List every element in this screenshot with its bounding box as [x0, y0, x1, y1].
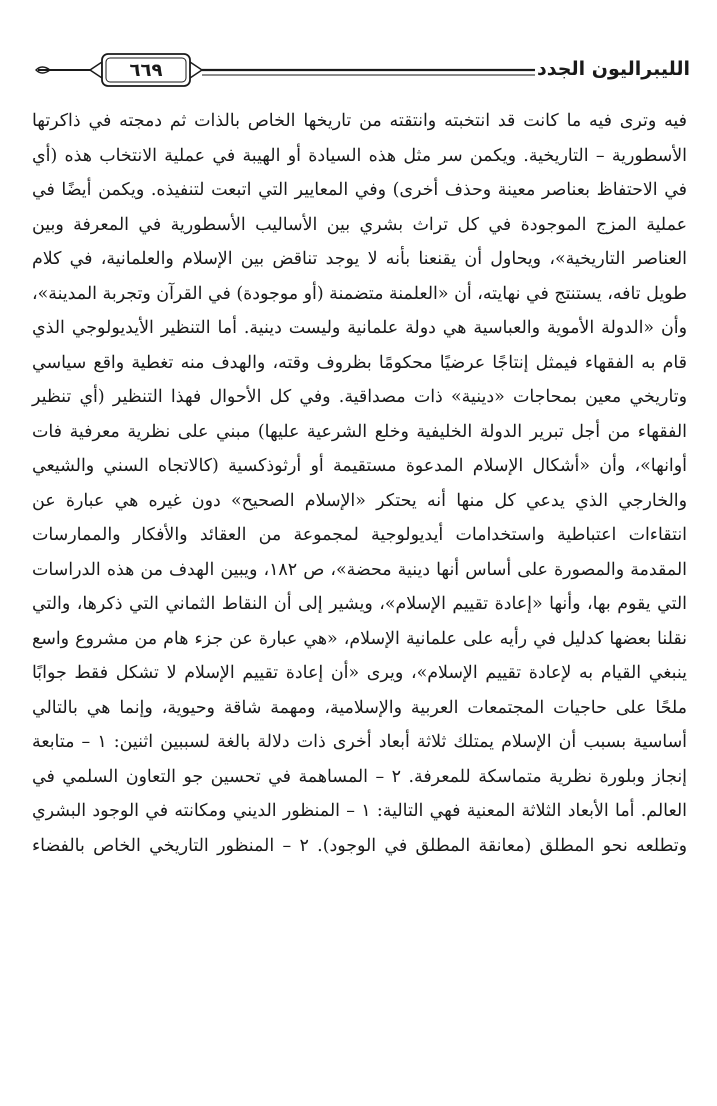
running-title: الليبراليون الجدد — [537, 58, 690, 80]
page-number: ٦٦٩ — [129, 60, 163, 81]
page-header — [30, 48, 690, 92]
body-text — [32, 104, 687, 1044]
body-paragraph: فيه وترى فيه ما كانت قد انتخبته وانتقته من تاريخها الخاص بالذات ثم دمجته في ذاكرتها الأسطورية – التاريخية. ويكمن سر مثل هذه السيادة أو الهيبة في عملية الانتخاب هذه (أي في الاحتفاظ بعناصر معينة وحذف أخرى) وفي المعايير التي اتبعت لتنفيذه. ويكمن أيضًا في عملية المزج الموجودة في كل تراث بشري بين الأساليب الأسطورية في المعرفة وبين العناصر التاريخية»، ويحاول أن يقنعنا بأنه لا يوجد تناقض بين الإسلام والعلمانية، في كلام طويل تافه، يستنتج في نهايته، أن «العلمنة متضمنة (أو موجودة) في القرآن وتجربة المدينة»، وأن «الدولة الأموية والعباسية هي دولة علمانية وليست دينية. أما التنظير الأيديولوجي الذي قام به الفقهاء فيمثل إنتاجًا عرضيًا محكومًا بظروف وقته، والهدف منه تغطية واقع سياسي وتاريخي معين بمحاجات «دينية» ذات مصداقية. وفي كل الأحوال فهذا التنظير (أي تنظير الفقهاء من أجل تبرير الدولة الخليفية وخلع الشرعية عليها) مبني على نظرية معرفية فات أوانها»، وأن «أشكال الإسلام المدعوة مستقيمة أو أرثوذكسية (كالاتجاه السني والشيعي والخارجي الذي يدعي كل منها أنه يحتكر «الإسلام الصحيح» دون غيره هي عبارة عن انتقاءات اعتباطية واستخدامات أيديولوجية لمجموعة من العقائد والأفكار والممارسات المقدمة والمصورة على أساس أنها دينية محضة»، ص ١٨٢، ويبين الهدف من هذه الدراسات التي يقوم بها، وأنها «إعادة تقييم الإسلام»، ويشير إلى أن النقاط الثماني التي ذكرها، والتي نقلنا بعضها كدليل في رأيه على علمانية الإسلام، «هي عبارة عن جزء هام من مشروع واسع ينبغي القيام به لإعادة تقييم الإسلام»، ويرى «أن إعادة تقييم الإسلام لا تشكل فقط جوابًا ملحًا على حاجيات المجتمعات العربية والإسلامية، ومهمة شاقة وحيوية، وإنما هي بالتالي أساسية بسبب أن الإسلام يمتلك ثلاثة أبعاد أخرى ذات دلالة بالغة لسببين اثنين: ١ – متابعة إنجاز وبلورة نظرية متماسكة للمعرفة. ٢ – المساهمة في تحسين جو التعاون السلمي في العالم. أما الأبعاد الثلاثة المعنية فهي التالية: ١ – المنظور الديني ومكانته في الوجود البشري وتطلعه نحو المطلق (معانقة المطلق في الوجود). ٢ – المنظور التاريخي الخاص بالفضاء — [32, 111, 687, 856]
